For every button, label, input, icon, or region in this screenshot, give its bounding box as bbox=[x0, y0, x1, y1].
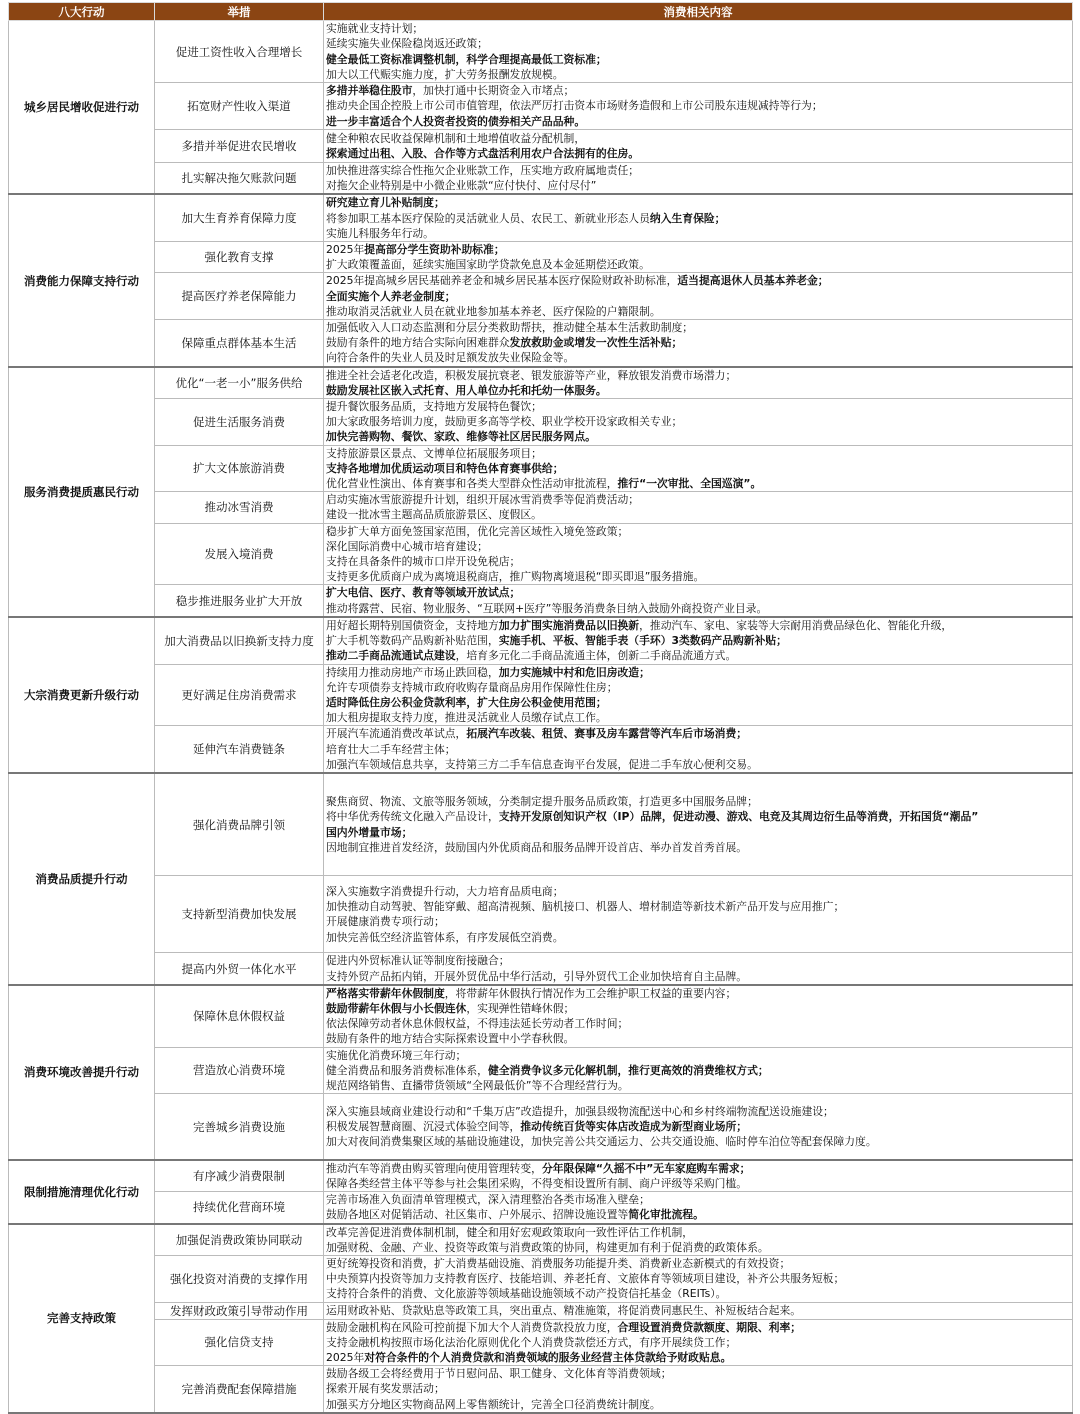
content-line bbox=[326, 350, 1070, 365]
content-line bbox=[326, 899, 1070, 914]
highlight-text: 鼓励带薪年休假与小长假连休 bbox=[326, 1002, 467, 1016]
content-line bbox=[326, 825, 1070, 840]
measure-name: 持续优化营商环境 bbox=[155, 1192, 324, 1224]
content-line bbox=[326, 633, 1070, 648]
content-line bbox=[326, 36, 1070, 51]
body-text: 深入实施数字消费提升行动，大力培育品质电商； bbox=[326, 885, 564, 899]
content-line bbox=[326, 476, 1070, 491]
measure-name: 拓宽财产性收入渠道 bbox=[155, 83, 324, 130]
content-line bbox=[326, 304, 1070, 319]
body-text: 因地制宜推进首发经济，鼓励国内外优质商品和服务品牌开设首店、举办首发首秀首展。 bbox=[326, 840, 748, 854]
content-cell bbox=[324, 242, 1073, 273]
measure-name: 加大生育养育保障力度 bbox=[155, 194, 324, 241]
measure-name: 延伸汽车消费链条 bbox=[155, 726, 324, 773]
highlight-text: 提高部分学生资助补助标准； bbox=[364, 243, 505, 257]
body-text: 实施儿科服务年行动。 bbox=[326, 226, 434, 240]
highlight-text: 推行“一次审批、全国巡演”。 bbox=[617, 477, 762, 491]
body-text: 鼓励有条件的地方结合实际探索设置中小学春秋假。 bbox=[326, 1032, 575, 1046]
content-line bbox=[326, 178, 1070, 193]
content-line bbox=[326, 492, 1070, 507]
body-text: 加强买方分地区实物商品网上零售额统计，完善全口径消费统计制度。 bbox=[326, 1397, 661, 1411]
body-text: 加快推动自动驾驶、智能穿戴、超高清视频、脑机接口、机器人、增材制造等新技术新产品开发与应用推广； bbox=[326, 900, 845, 914]
measure-name: 稳步推进服务业扩大开放 bbox=[155, 585, 324, 617]
highlight-text: 简化审批流程。 bbox=[628, 1208, 704, 1222]
content-line bbox=[326, 1207, 1070, 1222]
content-line bbox=[326, 1397, 1070, 1412]
body-text: 2025年提高城乡居民基础养老金和城乡居民基本医疗保险财政补助标准， bbox=[326, 274, 678, 288]
body-text: 加快推进落实综合性拖欠企业账款工作，压实地方政府属地责任； bbox=[326, 164, 640, 177]
content-line bbox=[326, 1078, 1070, 1093]
body-text: ，加快打通中长期资金入市堵点； bbox=[412, 84, 575, 98]
action-name: 完善支持政策 bbox=[9, 1224, 155, 1413]
table-row bbox=[9, 1302, 1073, 1319]
table-row bbox=[9, 1224, 1073, 1256]
table-row bbox=[9, 953, 1073, 985]
table-row bbox=[9, 1192, 1073, 1224]
measure-name: 保障重点群体基本生活 bbox=[155, 320, 324, 367]
measure-name: 优化“一老一小”服务供给 bbox=[155, 367, 324, 399]
content-cell bbox=[324, 953, 1073, 985]
table-row bbox=[9, 130, 1073, 163]
highlight-text: 严格落实带薪年休假制度 bbox=[326, 986, 445, 1000]
body-text: 支持在具备条件的城市口岸开设免税店； bbox=[326, 555, 521, 569]
body-text: 提升餐饮服务品质，支持地方发展特色餐饮； bbox=[326, 400, 542, 414]
table-row bbox=[9, 1094, 1073, 1160]
content-cell bbox=[324, 320, 1073, 367]
measure-name: 加强促消费政策协同联动 bbox=[155, 1224, 324, 1256]
table-row bbox=[9, 1319, 1073, 1366]
content-line bbox=[326, 67, 1070, 82]
highlight-text: 扩大电信、医疗、教育等领域开放试点； bbox=[326, 586, 521, 600]
highlight-text: 探索通过出租、入股、合作等方式盘活利用农户合法拥有的住房。 bbox=[326, 147, 640, 160]
measure-name: 有序减少消费限制 bbox=[155, 1160, 324, 1192]
measure-name: 完善消费配套保障措施 bbox=[155, 1366, 324, 1413]
content-line bbox=[326, 114, 1070, 129]
content-line bbox=[326, 1104, 1070, 1119]
body-text: 将中华优秀传统文化融入产品设计， bbox=[326, 810, 499, 824]
header-content: 消费相关内容 bbox=[324, 3, 1073, 21]
content-line bbox=[326, 953, 1070, 968]
body-text: 推动央企国企控股上市公司市值管理，依法严厉打击资本市场财务造假和上市公司股东违规减持等行为； bbox=[326, 99, 823, 113]
table-row bbox=[9, 1366, 1073, 1413]
measure-name: 强化教育支撑 bbox=[155, 242, 324, 273]
measure-name: 加大消费品以旧换新支持力度 bbox=[155, 617, 324, 664]
content-line bbox=[326, 884, 1070, 899]
content-line bbox=[326, 414, 1070, 429]
content-line bbox=[326, 1031, 1070, 1046]
table-row bbox=[9, 320, 1073, 367]
measure-name: 更好满足住房消费需求 bbox=[155, 664, 324, 726]
body-text: 鼓励各级工会将经费用于节日慰问品、职工健身、文化体育等消费领域； bbox=[326, 1367, 672, 1381]
highlight-text: 健全消费争议多元化解机制，推行更高效的消费维权方式； bbox=[487, 1063, 769, 1077]
content-line bbox=[326, 52, 1070, 67]
body-text: 启动实施冰雪旅游提升计划，组织开展冰雪消费季等促消费活动； bbox=[326, 493, 640, 507]
content-line bbox=[326, 1240, 1070, 1255]
content-line bbox=[326, 601, 1070, 616]
table-row bbox=[9, 445, 1073, 492]
content-cell bbox=[324, 726, 1073, 773]
header-measure: 举措 bbox=[155, 3, 324, 21]
content-line bbox=[326, 21, 1070, 36]
body-text: 加大租房提取支持力度，推进灵活就业人员缴存试点工作。 bbox=[326, 711, 607, 725]
action-name: 消费品质提升行动 bbox=[9, 773, 155, 985]
body-text: 加大以工代赈实施力度，扩大劳务报酬发放规模。 bbox=[326, 67, 564, 81]
body-text: ，实现弹性错峰休假； bbox=[466, 1002, 575, 1016]
body-text: 聚焦商贸、物流、文旅等服务领域，分类制定提升服务品质政策，打造更多中国服务品牌； bbox=[326, 795, 758, 809]
content-line bbox=[326, 969, 1070, 984]
table-row bbox=[9, 773, 1073, 876]
content-line bbox=[326, 524, 1070, 539]
highlight-text: 发放救助金或增发一次性生活补贴； bbox=[509, 336, 683, 350]
body-text: 推动汽车等消费由购买管理向使用管理转变， bbox=[326, 1161, 542, 1175]
body-text: 积极发展智慧商圈、沉浸式体验空间等， bbox=[326, 1119, 521, 1133]
content-cell bbox=[324, 523, 1073, 585]
body-text: 支持更多优质商户成为离境退税商店，推广购物离境退税“即买即退”服务措施。 bbox=[326, 570, 705, 584]
content-line bbox=[326, 1161, 1070, 1176]
body-text: 加大对夜间消费集聚区域的基础设施建设，加快完善公共交通运力、公共交通设施、临时停车泊位等配套保障力度。 bbox=[326, 1135, 877, 1149]
body-text: 健全种粮农民收益保障机制和土地增值收益分配机制， bbox=[326, 131, 586, 145]
body-text: 保障各类经营主体平等参与社会集团采购，不得变相设置所有制、商户评级等采购门槛。 bbox=[326, 1176, 748, 1190]
highlight-text: 推动二手商品流通试点建设 bbox=[326, 649, 456, 663]
highlight-text: 纳入生育保险； bbox=[649, 211, 726, 225]
body-text: 规范网络销售、直播带货领域“全网最低价”等不合理经营行为。 bbox=[326, 1079, 629, 1093]
body-text: 培育壮大二手车经营主体； bbox=[326, 742, 456, 756]
content-line bbox=[326, 757, 1070, 772]
table-row bbox=[9, 367, 1073, 399]
body-text: 加强汽车领域信息共享，支持第三方二手车信息查询平台发展，促进二手车放心便利交易。 bbox=[326, 757, 758, 771]
highlight-text: 研究建立育儿补贴制度； bbox=[326, 196, 445, 210]
content-cell bbox=[324, 1047, 1073, 1094]
body-text: 2025年 bbox=[326, 1350, 365, 1364]
body-text: 允许专项债券支持城市政府收购存量商品房用作保障性住房； bbox=[326, 680, 618, 694]
body-text: 对拖欠企业特别是中小微企业账款“应付快付、应付尽付” bbox=[326, 179, 597, 193]
body-text: 鼓励金融机构在风险可控前提下加大个人消费贷款投放力度， bbox=[326, 1320, 618, 1334]
highlight-text: 进一步丰富适合个人投资者投资的债券相关产品品种。 bbox=[326, 114, 586, 128]
content-line bbox=[326, 226, 1070, 241]
body-text: 更好统筹投资和消费，扩大消费基础设施、消费服务功能提升类、消费新业态新模式的有效投资； bbox=[326, 1256, 791, 1270]
highlight-text: 合理设置消费贷款额度、期限、利率； bbox=[617, 1320, 802, 1334]
content-line bbox=[326, 710, 1070, 725]
body-text: ，将带薪年休假执行情况作为工会维护职工权益的重要内容； bbox=[444, 986, 737, 1000]
content-cell bbox=[324, 130, 1073, 163]
content-line bbox=[326, 1366, 1070, 1381]
content-line bbox=[326, 809, 1070, 824]
content-cell bbox=[324, 492, 1073, 523]
content-line bbox=[326, 840, 1070, 855]
highlight-text: 健全最低工资标准调整机制，科学合理提高最低工资标准； bbox=[326, 52, 607, 66]
content-line bbox=[326, 146, 1070, 161]
content-cell bbox=[324, 1094, 1073, 1160]
table-row bbox=[9, 83, 1073, 130]
content-line bbox=[326, 446, 1070, 461]
table-row bbox=[9, 492, 1073, 523]
content-cell bbox=[324, 1192, 1073, 1224]
content-line bbox=[326, 368, 1070, 383]
content-line bbox=[326, 335, 1070, 350]
content-line bbox=[326, 83, 1070, 98]
body-text: 加快完善低空经济监管体系，有序发展低空消费。 bbox=[326, 930, 564, 944]
body-text: 改革完善促进消费体制机制，健全和用好宏观政策取向一致性评估工作机制， bbox=[326, 1225, 694, 1239]
body-text: 实施就业支持计划； bbox=[326, 22, 424, 36]
content-line bbox=[326, 665, 1070, 680]
measure-name: 发展入境消费 bbox=[155, 523, 324, 585]
measure-name: 营造放心消费环境 bbox=[155, 1047, 324, 1094]
body-text: 实施优化消费环境三年行动； bbox=[326, 1048, 467, 1062]
measure-name: 促进生活服务消费 bbox=[155, 399, 324, 446]
highlight-text: 实施手机、平板、智能手表（手环）3类数码产品购新补贴； bbox=[498, 634, 787, 648]
content-line bbox=[326, 1192, 1070, 1207]
content-cell bbox=[324, 876, 1073, 953]
measure-name: 强化信贷支持 bbox=[155, 1319, 324, 1366]
measure-name: 提高医疗养老保障能力 bbox=[155, 273, 324, 320]
measure-name: 强化消费品牌引领 bbox=[155, 773, 324, 876]
content-line bbox=[326, 1225, 1070, 1240]
body-text: 促进内外贸标准认证等制度衔接融合； bbox=[326, 954, 510, 968]
body-text: 扩大手机等数码产品购新补贴范围， bbox=[326, 634, 499, 648]
content-line bbox=[326, 320, 1070, 335]
content-line bbox=[326, 257, 1070, 272]
highlight-text: 适时降低住房公积金贷款利率，扩大住房公积金使用范围； bbox=[326, 695, 607, 709]
content-cell bbox=[324, 163, 1073, 195]
table-row bbox=[9, 523, 1073, 585]
body-text: 加强财税、金融、产业、投资等政策与消费政策的协同，构建更加有利于促消费的政策体系。 bbox=[326, 1240, 769, 1254]
content-line bbox=[326, 289, 1070, 304]
body-text: 延续实施失业保险稳岗返还政策； bbox=[326, 37, 488, 51]
content-cell bbox=[324, 367, 1073, 399]
body-text: 持续用力推动房地产市场止跌回稳， bbox=[326, 665, 499, 679]
content-line bbox=[326, 1350, 1070, 1365]
body-text: 加大家政服务培训力度，鼓励更多高等学校、职业学校开设家政相关专业； bbox=[326, 415, 683, 429]
table-row bbox=[9, 985, 1073, 1047]
body-text: 开展健康消费专项行动； bbox=[326, 915, 445, 929]
content-line bbox=[326, 1176, 1070, 1191]
content-line bbox=[326, 1016, 1070, 1031]
content-line bbox=[326, 399, 1070, 414]
content-cell bbox=[324, 1366, 1073, 1413]
content-line bbox=[326, 986, 1070, 1001]
content-cell bbox=[324, 985, 1073, 1047]
body-text: 扩大政策覆盖面，延续实施国家助学贷款免息及本金延期偿还政策。 bbox=[326, 258, 650, 272]
measure-name: 促进工资性收入合理增长 bbox=[155, 21, 324, 83]
table-row bbox=[9, 876, 1073, 953]
content-line bbox=[326, 1381, 1070, 1396]
action-name: 消费能力保障支持行动 bbox=[9, 194, 155, 366]
content-line bbox=[326, 383, 1070, 398]
body-text: 稳步扩大单方面免签国家范围，优化完善区域性入境免签政策； bbox=[326, 524, 629, 538]
highlight-text: 加力实施城中村和危旧房改造； bbox=[498, 665, 650, 679]
content-cell bbox=[324, 1160, 1073, 1192]
body-text: 鼓励有条件的地方结合实际向困难群众 bbox=[326, 336, 510, 350]
header-action: 八大行动 bbox=[9, 3, 155, 21]
table-row bbox=[9, 585, 1073, 617]
content-line bbox=[326, 742, 1070, 757]
highlight-text: 加快完善购物、餐饮、家政、维修等社区居民服务网点。 bbox=[326, 430, 596, 444]
content-cell bbox=[324, 1255, 1073, 1302]
body-text: 加强低收入人口动态监测和分层分类救助帮扶，推动健全基本生活救助制度； bbox=[326, 321, 694, 335]
table-body bbox=[9, 21, 1073, 1413]
table-header-row bbox=[9, 3, 1073, 21]
body-text: 深入实施县域商业建设行动和“千集万店”改造提升，加强县级物流配送中心和乡村终端物流配送设施建设； bbox=[326, 1104, 834, 1118]
highlight-text: 分年限保障“久摇不中”无车家庭购车需求； bbox=[541, 1161, 751, 1175]
table-row bbox=[9, 1160, 1073, 1192]
highlight-text: 鼓励发展社区嵌入式托育、用人单位办托和托幼一体服务。 bbox=[326, 383, 607, 397]
content-line bbox=[326, 461, 1070, 476]
body-text: 支持旅游景区景点、文博单位拓展服务项目； bbox=[326, 446, 542, 460]
table-row bbox=[9, 664, 1073, 726]
body-text: 建设一批冰雪主题高品质旅游景区、度假区。 bbox=[326, 508, 542, 522]
content-line bbox=[326, 1256, 1070, 1271]
table-row bbox=[9, 273, 1073, 320]
body-text: 深化国际消费中心城市培育建设； bbox=[326, 539, 488, 553]
action-name: 消费环境改善提升行动 bbox=[9, 985, 155, 1160]
body-text: 完善市场准入负面清单管理模式，深入清理整治各类市场准入壁垒； bbox=[326, 1193, 650, 1207]
measure-name: 强化投资对消费的支撑作用 bbox=[155, 1255, 324, 1302]
highlight-text: 支持各地增加优质运动项目和特色体育赛事供给； bbox=[326, 461, 564, 475]
body-text: 中央预算内投资等加力支持教育医疗、技能培训、养老托育、文旅体育等领域项目建设，补齐公共服务短板； bbox=[326, 1272, 845, 1286]
body-text: 用好超长期特别国债资金，支持地方 bbox=[326, 618, 499, 632]
body-text: 开展汽车流通消费改革试点， bbox=[326, 727, 467, 741]
highlight-text: 支持开发原创知识产权（IP）品牌，促进动漫、游戏、电竞及其周边衍生品等消费，开拓国货“潮品” bbox=[498, 810, 979, 824]
content-line bbox=[326, 1320, 1070, 1335]
content-line bbox=[326, 618, 1070, 633]
table-row bbox=[9, 617, 1073, 664]
content-line bbox=[326, 930, 1070, 945]
body-text: 鼓励各地区对促销活动、社区集市、户外展示、招牌设施设置等 bbox=[326, 1208, 629, 1222]
body-text: 优化营业性演出、体育赛事和各类大型群众性活动审批流程， bbox=[326, 477, 618, 491]
body-text: 支持金融机构按照市场化法治化原则优化个人消费贷款偿还方式，有序开展续贷工作； bbox=[326, 1335, 737, 1349]
content-line bbox=[326, 131, 1070, 146]
content-line bbox=[326, 1286, 1070, 1301]
measure-name: 保障休息休假权益 bbox=[155, 985, 324, 1047]
highlight-text: 推动传统百货等实体店改造成为新型商业场所； bbox=[520, 1119, 748, 1133]
content-line bbox=[326, 273, 1070, 288]
body-text: 推进全社会适老化改造，积极发展抗衰老、银发旅游等产业，释放银发消费市场潜力； bbox=[326, 368, 737, 382]
table-row bbox=[9, 1047, 1073, 1094]
content-cell bbox=[324, 194, 1073, 241]
table-row bbox=[9, 21, 1073, 83]
measure-name: 完善城乡消费设施 bbox=[155, 1094, 324, 1160]
highlight-text: 拓展汽车改装、租赁、赛事及房车露营等汽车后市场消费； bbox=[466, 727, 748, 741]
content-line bbox=[326, 569, 1070, 584]
content-line bbox=[326, 914, 1070, 929]
content-line bbox=[326, 1303, 1070, 1318]
measure-name: 发挥财政政策引导带动作用 bbox=[155, 1302, 324, 1319]
content-line bbox=[326, 695, 1070, 710]
body-text: 依法保障劳动者休息休假权益，不得违法延长劳动者工作时间； bbox=[326, 1017, 629, 1031]
highlight-text: 多措并举稳住股市 bbox=[326, 84, 413, 98]
content-line bbox=[326, 163, 1070, 178]
content-line bbox=[326, 794, 1070, 809]
action-name: 服务消费提质惠民行动 bbox=[9, 367, 155, 617]
measure-name: 支持新型消费加快发展 bbox=[155, 876, 324, 953]
body-text: 推动将露营、民宿、物业服务、“互联网+医疗”等服务消费条目纳入鼓励外商投资产业目录。 bbox=[326, 601, 768, 615]
body-text: 探索开展有奖发票活动； bbox=[326, 1382, 445, 1396]
content-cell bbox=[324, 83, 1073, 130]
body-text: 推动取消灵活就业人员在就业地参加基本养老、医疗保险的户籍限制。 bbox=[326, 304, 661, 318]
body-text: 运用财政补贴、贷款贴息等政策工具，突出重点、精准施策，将促消费同惠民生、补短板结合起来。 bbox=[326, 1303, 802, 1317]
content-cell bbox=[324, 21, 1073, 83]
content-line bbox=[326, 429, 1070, 444]
content-line bbox=[326, 726, 1070, 741]
table-row bbox=[9, 163, 1073, 195]
content-cell bbox=[324, 617, 1073, 664]
table-row bbox=[9, 399, 1073, 446]
body-text: 健全消费品和服务消费标准体系， bbox=[326, 1063, 488, 1077]
body-text: 2025年 bbox=[326, 243, 365, 257]
content-cell bbox=[324, 1302, 1073, 1319]
action-name: 大宗消费更新升级行动 bbox=[9, 617, 155, 773]
content-line bbox=[326, 554, 1070, 569]
content-cell bbox=[324, 273, 1073, 320]
measure-name: 提高内外贸一体化水平 bbox=[155, 953, 324, 985]
action-name: 限制措施清理优化行动 bbox=[9, 1160, 155, 1224]
measure-name: 扎实解决拖欠账款问题 bbox=[155, 163, 324, 195]
content-line bbox=[326, 1335, 1070, 1350]
highlight-text: 对符合条件的个人消费贷款和消费领域的服务业经营主体贷款给予财政贴息。 bbox=[364, 1350, 732, 1364]
content-line bbox=[326, 211, 1070, 226]
content-cell bbox=[324, 664, 1073, 726]
policy-table bbox=[8, 2, 1073, 1414]
content-line bbox=[326, 585, 1070, 600]
content-cell bbox=[324, 1224, 1073, 1256]
highlight-text: 适当提高退休人员基本养老金； bbox=[677, 274, 829, 288]
content-line bbox=[326, 1048, 1070, 1063]
content-line bbox=[326, 1134, 1070, 1149]
content-line bbox=[326, 680, 1070, 695]
highlight-text: 加力扩围实施消费品以旧换新 bbox=[498, 618, 640, 632]
content-line bbox=[326, 1063, 1070, 1078]
content-line bbox=[326, 539, 1070, 554]
content-line bbox=[326, 242, 1070, 257]
content-cell bbox=[324, 1319, 1073, 1366]
action-name: 城乡居民增收促进行动 bbox=[9, 21, 155, 195]
content-line bbox=[326, 1119, 1070, 1134]
content-line bbox=[326, 1271, 1070, 1286]
table-row bbox=[9, 726, 1073, 773]
content-line bbox=[326, 507, 1070, 522]
body-text: ，推动汽车、家电、家装等大宗耐用消费品绿色化、智能化升级， bbox=[639, 618, 953, 632]
table-row bbox=[9, 194, 1073, 241]
table-row bbox=[9, 242, 1073, 273]
measure-name: 推动冰雪消费 bbox=[155, 492, 324, 523]
content-cell bbox=[324, 773, 1073, 876]
measure-name: 多措并举促进农民增收 bbox=[155, 130, 324, 163]
content-line bbox=[326, 98, 1070, 113]
content-line bbox=[326, 195, 1070, 210]
body-text: 支持符合条件的消费、文化旅游等领域基础设施领域不动产投资信托基金（REITs）。 bbox=[326, 1287, 727, 1301]
content-line bbox=[326, 648, 1070, 663]
content-cell bbox=[324, 399, 1073, 446]
content-line bbox=[326, 1001, 1070, 1016]
body-text: ，培育多元化二手商品流通主体，创新二手商品流通方式。 bbox=[455, 649, 737, 663]
policy-table-container bbox=[8, 2, 1072, 1411]
highlight-text: 国内外增量市场； bbox=[326, 825, 413, 839]
measure-name: 扩大文体旅游消费 bbox=[155, 445, 324, 492]
content-cell bbox=[324, 445, 1073, 492]
table-row bbox=[9, 1255, 1073, 1302]
content-cell bbox=[324, 585, 1073, 617]
highlight-text: 全面实施个人养老金制度； bbox=[326, 289, 456, 303]
body-text: 向符合条件的失业人员及时足额发放失业保险金等。 bbox=[326, 351, 575, 365]
body-text: 支持外贸产品拓内销，开展外贸优品中华行活动，引导外贸代工企业加快培育自主品牌。 bbox=[326, 969, 748, 983]
body-text: 将参加职工基本医疗保险的灵活就业人员、农民工、新就业形态人员 bbox=[326, 211, 650, 225]
